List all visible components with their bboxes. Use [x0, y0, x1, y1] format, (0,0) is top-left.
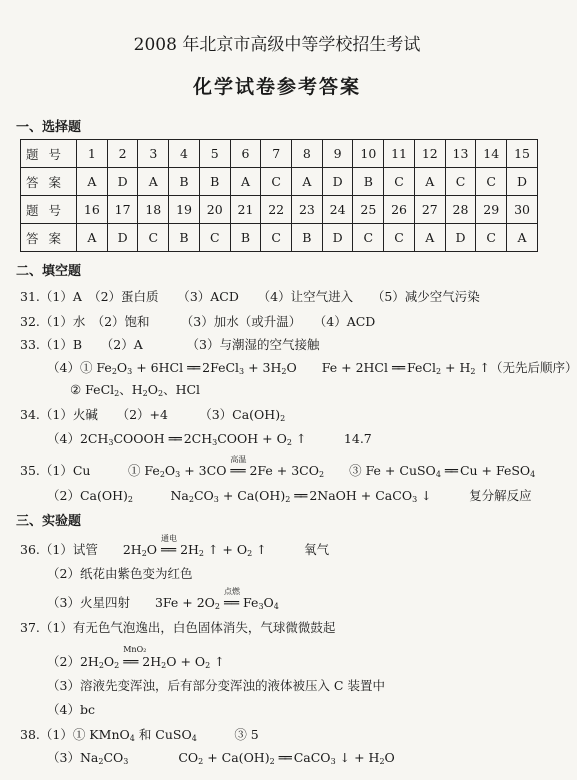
- answer-32: 32.（1）水 （2）饱和 （3）加水（或升温） （4）ACD: [20, 314, 376, 329]
- exam-title: 2008 年北京市高级中等学校招生考试: [133, 35, 421, 55]
- question-number-cell: 20: [199, 196, 230, 224]
- answer-33-line3: ② FeCl$_2$、$H_2O_2$、HCl: [70, 382, 201, 398]
- answer-choice-cell: C: [199, 224, 230, 252]
- answer-choice-cell: C: [138, 224, 169, 252]
- answer-choice-cell: A: [138, 168, 169, 196]
- answer-33-line2: （4）① $Fe_2O_3 + 6HCl$ ══ 2FeCl$_3$ + $3H_2O$ Fe + 2HCl ══ FeCl$_2$ + $H_2$ ↑（无先后顺序）: [47, 360, 577, 376]
- answer-choice-cell: C: [261, 224, 292, 252]
- question-number-cell: 24: [322, 196, 353, 224]
- question-number-cell: 12: [414, 140, 445, 168]
- question-number-cell: 17: [107, 196, 138, 224]
- answer-choice-cell: C: [445, 168, 476, 196]
- answer-choice-cell: D: [322, 224, 353, 252]
- table-row-label: 答案: [21, 168, 77, 196]
- answer-38-line1: 38.（1）① KMnO$_4$ 和 CuSO$_4$ ③ 5: [20, 727, 259, 743]
- answer-38-line2: $(3)Na_2CO_3$ $CO_2 + Ca(OH)_2$ ══ CaCO$_3$ ↓ + $H_2O$: [47, 750, 395, 766]
- answer-33-line1: 33.（1）B （2）A （3）与潮湿的空气接触: [20, 337, 320, 352]
- answer-choice-cell: C: [261, 168, 292, 196]
- answer-34-line1: 34.（1）火碱 （2）+4 $(3)Ca(OH)_2$: [20, 407, 286, 423]
- answer-31: 31.（1）A （2）蛋白质 （3）ACD （4）让空气进入 （5）减少空气污染: [20, 289, 480, 304]
- answer-choice-cell: A: [414, 224, 445, 252]
- answer-choice-cell: C: [476, 168, 507, 196]
- question-number-cell: 11: [384, 140, 415, 168]
- question-number-cell: 15: [507, 140, 538, 168]
- question-number-cell: 14: [476, 140, 507, 168]
- table-row: [21, 224, 538, 252]
- answer-35-line2: $(2)Ca(OH)_2$ $Na_2CO_3 + Ca(OH)_2$ ══ 2NaOH + CaCO$_3$ ↓ 复分解反应: [47, 488, 532, 504]
- question-number-cell: 5: [199, 140, 230, 168]
- question-number-cell: 30: [507, 196, 538, 224]
- answer-choice-cell: D: [322, 168, 353, 196]
- table-row: [21, 140, 538, 168]
- question-number-cell: 8: [292, 140, 323, 168]
- answer-choice-cell: B: [169, 168, 200, 196]
- answer-36-line3: （3）火星四射 $3Fe + 2O_2$ 点燃 ══ $Fe_3O_4$: [47, 587, 279, 611]
- document-title: 化学试卷参考答案: [192, 76, 361, 98]
- question-number-cell: 3: [138, 140, 169, 168]
- question-number-cell: 9: [322, 140, 353, 168]
- answer-choice-cell: A: [507, 224, 538, 252]
- question-number-cell: 7: [261, 140, 292, 168]
- question-number-cell: 27: [414, 196, 445, 224]
- answer-35-line1: 35.（1）Cu ① $Fe_2O_3 + 3CO$ 高温 ══ $2Fe + 3CO_2$ ③ Fe + CuSO$_4$ ══ Cu + FeSO$_4$: [20, 455, 536, 479]
- answer-choice-cell: C: [476, 224, 507, 252]
- answer-choice-cell: B: [169, 224, 200, 252]
- question-number-cell: 6: [230, 140, 261, 168]
- table-row-label: 题号: [21, 196, 77, 224]
- answer-table: [20, 139, 538, 252]
- question-number-cell: 28: [445, 196, 476, 224]
- answer-choice-cell: C: [384, 168, 415, 196]
- answer-choice-cell: B: [353, 168, 384, 196]
- section-heading-fill: 二、填空题: [16, 264, 82, 279]
- answer-choice-cell: B: [292, 224, 323, 252]
- question-number-cell: 16: [77, 196, 108, 224]
- section-heading-choice: 一、选择题: [16, 120, 82, 135]
- question-number-cell: 4: [169, 140, 200, 168]
- table-row: [21, 196, 538, 224]
- answer-37-line3: （3）溶液先变浑浊，后有部分变浑浊的液体被压入 C 装置中: [47, 678, 385, 693]
- question-number-cell: 29: [476, 196, 507, 224]
- answer-37-line2: $(2)2H_2O_2$ MnO₂ ══ $2H_2O + O_2$ ↑: [47, 645, 225, 670]
- answer-choice-cell: A: [414, 168, 445, 196]
- question-number-cell: 18: [138, 196, 169, 224]
- question-number-cell: 1: [77, 140, 108, 168]
- question-number-cell: 25: [353, 196, 384, 224]
- table-row: [21, 168, 538, 196]
- question-number-cell: 19: [169, 196, 200, 224]
- section-heading-experiment: 三、实验题: [16, 514, 82, 529]
- answer-36-line2: （2）纸花由紫色变为红色: [47, 566, 193, 581]
- question-number-cell: 26: [384, 196, 415, 224]
- question-number-cell: 22: [261, 196, 292, 224]
- answer-choice-cell: A: [230, 168, 261, 196]
- answer-choice-cell: D: [445, 224, 476, 252]
- answer-choice-cell: A: [292, 168, 323, 196]
- answer-choice-cell: A: [77, 168, 108, 196]
- question-number-cell: 21: [230, 196, 261, 224]
- answer-36-line1: 36.（1）试管 $2H_2O$ 通电 ══ $2H_2$ ↑ + $O_2$ ↑ 氧气: [20, 534, 330, 558]
- answer-choice-cell: B: [199, 168, 230, 196]
- answer-37-line4: （4）bc: [47, 702, 95, 717]
- answer-choice-cell: C: [384, 224, 415, 252]
- table-row-label: 题号: [21, 140, 77, 168]
- answer-37-line1: 37.（1）有无色气泡逸出，白色固体消失，气球微微鼓起: [20, 620, 336, 635]
- answer-choice-cell: A: [77, 224, 108, 252]
- answer-choice-cell: B: [230, 224, 261, 252]
- question-number-cell: 13: [445, 140, 476, 168]
- question-number-cell: 2: [107, 140, 138, 168]
- table-row-label: 答案: [21, 224, 77, 252]
- question-number-cell: 10: [353, 140, 384, 168]
- question-number-cell: 23: [292, 196, 323, 224]
- answer-choice-cell: D: [107, 168, 138, 196]
- answer-34-line2: $(4)2CH_3COOOH$ ══ $2CH_3COOH + O_2$ ↑ 14.7: [47, 431, 372, 447]
- answer-choice-cell: D: [507, 168, 538, 196]
- answer-choice-cell: D: [107, 224, 138, 252]
- answer-choice-cell: C: [353, 224, 384, 252]
